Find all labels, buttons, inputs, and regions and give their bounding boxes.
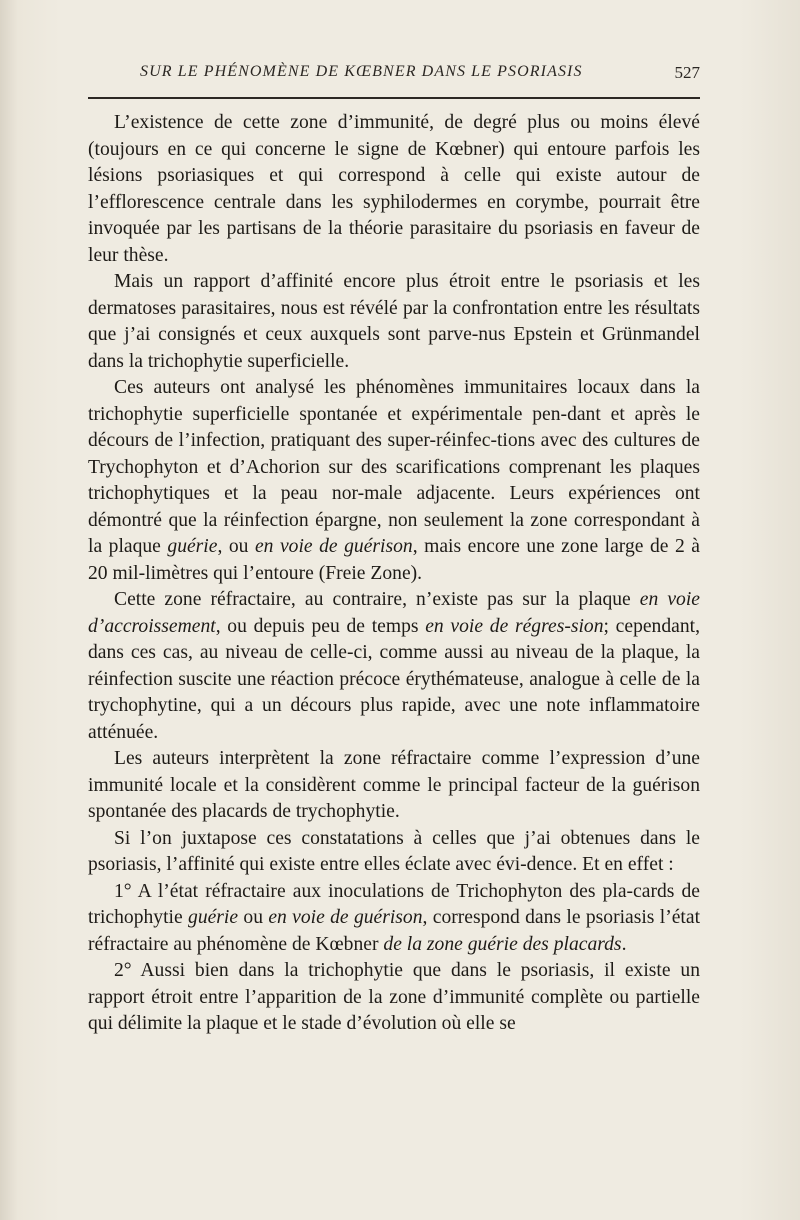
text-run: Cette zone réfractaire, au contraire, n’existe pas sur la plaque [114,589,640,610]
text-run: , mais encore une zone large de 2 à 20 mil-limètres qui l’entoure (Freie Zone). [88,536,700,584]
paragraph-7 [88,879,700,959]
paragraph-4 [88,587,700,746]
paragraph-6 [88,826,700,879]
text-run: , ou depuis peu de temps [215,615,426,637]
paragraph-8 [88,958,700,1038]
text-run: Les auteurs interprètent la zone réfractaire comme l’expression d’une immunité locale et la considèrent comme le principal facteur de la guérison spontanée des placards de trychophytie. [88,748,700,822]
text-run: Si l’on juxtapose ces constatations à celles que j’ai obtenues dans le psoriasis, l’affinité qui existe entre elles éclate avec évi-dence. Et en effet : [88,827,700,875]
italic-run: de la zone guérie des placards [383,933,622,955]
text-run: ou [238,907,269,928]
italic-run: guérie [188,907,239,928]
italic-run: en voie de guérison [254,536,413,557]
text-run: Mais un rapport d’affinité encore plus étroit entre le psoriasis et les dermatoses parasitaires, nous est révélé par la confrontation entre les résultats que j’ai consignés et ceux auxquels sont parve-nus Epstein et Grünmandel dans la trichophytie superficielle. [88,271,700,372]
italic-run: en voie d’accroissement [88,589,700,637]
header-rule [88,97,700,99]
text-run: 1° A l’état réfractaire aux inoculations de Trichophyton des pla-cards de trichophytie [88,880,700,928]
page-number: 527 [674,63,700,82]
text-run: L’existence de cette zone d’immunité, de degré plus ou moins élevé (toujours en ce qui concerne le signe de Kœbner) qui entoure parfois les lésions psoriasiques et qui correspond à celle qui existe autour de l’efflorescence centrale dans les syphilodermes en corymbe, pourrait être invoquée par les partisans de la théorie parasitaire du psoriasis en faveur de leur thèse. [88,112,700,266]
text-run: ; cependant, dans ces cas, au niveau de celle-ci, comme aussi au niveau de la plaque, la réinfection suscite une réaction précoce érythémateuse, analogue à celle de la trychophytine, qui a un décours plus rapide, avec une note inflammatoire atténuée. [88,615,700,743]
body-text [88,110,700,1038]
text-run: , correspond dans le psoriasis l’état réfractaire au phénomène de Kœbner [88,907,701,955]
italic-run: en voie de régres-sion [425,615,604,637]
running-title: SUR LE PHÉNOMÈNE DE KŒBNER DANS LE PSORIASIS [140,63,583,80]
text-run: Ces auteurs ont analysé les phénomènes immunitaires locaux dans la trichophytie superficielle spontanée et expérimentale pen-dant et après le décours de l’infection, pratiquant des super-réinfec-tions avec des cultures de Trychophyton et d’Achorion sur des scarifications comprenant les plaques trichophytiques et la peau nor-male adjacente. Leurs expériences ont démontré que la réinfection épargne, non seulement la zone correspondant à la plaque [88,377,700,557]
italic-run: guérie [167,536,218,557]
paragraph-3 [88,375,700,587]
text-run: . [621,933,627,955]
paragraph-5 [88,746,700,826]
paragraph-2 [88,269,700,375]
text-run: 2° Aussi bien dans la trichophytie que dans le psoriasis, il existe un rapport étroit entre l’apparition de la zone d’immunité complète ou partielle qui délimite la plaque et le stade d’évolution où elle se [88,960,700,1034]
paragraph-1 [88,110,700,269]
running-header [88,63,700,87]
italic-run: en voie de guérison [268,907,423,928]
text-run: , ou [217,536,255,557]
